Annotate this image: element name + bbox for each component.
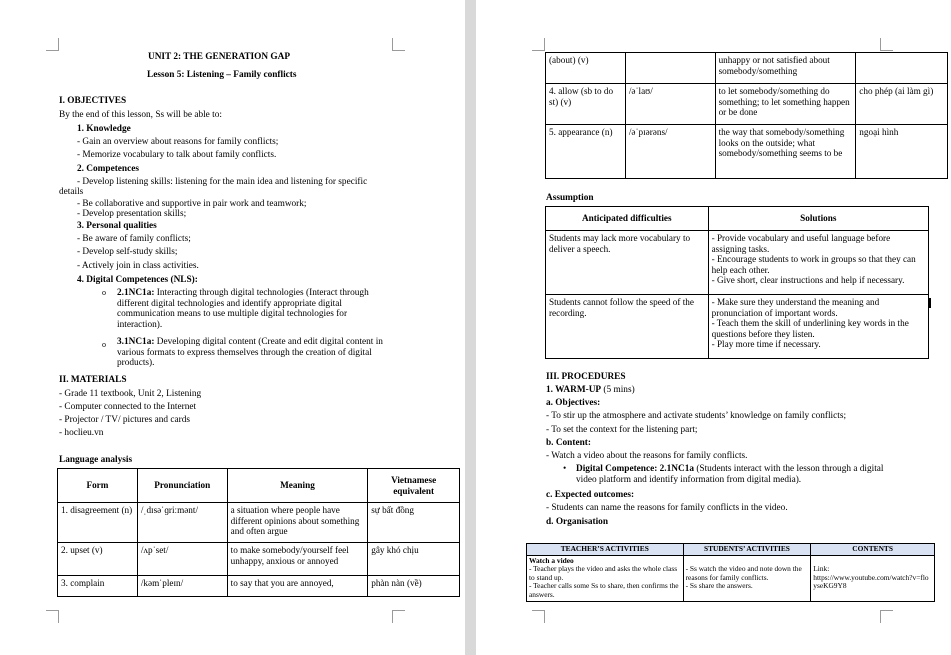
table-cell: to make somebody/yourself feel unhappy, anxious or annoyed (227, 543, 368, 576)
content-label: b. Content: (546, 438, 591, 448)
table-cell: to say that you are annoyed, (227, 576, 368, 597)
crop-mark-top-left (532, 38, 545, 51)
table-cell: gây khó chịu (368, 543, 460, 576)
solution-item: - Play more time if necessary. (711, 339, 821, 349)
table-cell: 5. appearance (n) (546, 125, 626, 179)
page-gutter (465, 0, 476, 655)
video-link[interactable]: https://www.youtube.com/watch?v=floyseKG9Y8 (813, 572, 929, 591)
materials-heading: II. MATERIALS (59, 375, 127, 385)
table-row (546, 53, 948, 84)
table-row (546, 84, 948, 125)
table-header-row (58, 469, 460, 503)
unit-title: UNIT 2: THE GENERATION GAP (148, 52, 291, 62)
teacher-activity: - Teacher calls some Ss to share, then confirms the answers. (529, 581, 679, 599)
crop-mark-bottom-right (392, 610, 405, 623)
solution-item: - Teach them the skill of underlining key words in the questions before they listen. (711, 318, 909, 339)
table-cell: /əˈpɪərəns/ (625, 125, 715, 179)
solutions-cell (708, 295, 928, 359)
column-header: Solutions (708, 207, 928, 231)
table-cell: 1. disagreement (n) (58, 503, 138, 543)
student-activities-cell (683, 555, 811, 601)
personal-qualities-heading: 3. Personal qualities (77, 221, 157, 231)
vertical-scroll-marker[interactable] (928, 298, 931, 308)
table-cell: ngoại hình (856, 125, 948, 179)
digital-bullet-icon: o (102, 340, 106, 349)
table-cell (856, 53, 948, 84)
table-cell: 2. upset (v) (58, 543, 138, 576)
materials-item: - hoclieu.vn (59, 428, 104, 438)
document-page-right (476, 0, 951, 655)
table-row (58, 543, 460, 576)
teacher-activities-cell (527, 555, 684, 601)
expected-outcomes-text: - Students can name the reasons for family conflicts in the video. (546, 503, 788, 513)
digital-bullet-icon: o (102, 288, 106, 297)
knowledge-heading: 1. Knowledge (77, 124, 131, 134)
digital-competence-text: Developing digital content (Create and edit digital content in various formats to express themselves through the creation of digital products). (117, 337, 383, 369)
column-header: Pronunciation (137, 469, 227, 503)
table-row (527, 555, 935, 601)
assumption-heading: Assumption (546, 193, 594, 203)
competences-item-continued: details (59, 187, 84, 197)
knowledge-item: - Memorize vocabulary to talk about family conflicts. (77, 150, 277, 160)
table-cell: the way that somebody/something looks on the outside; what somebody/something seems to be (715, 125, 856, 179)
table-cell: sự bất đồng (368, 503, 460, 543)
assumption-table (545, 206, 929, 359)
table-cell: (about) (v) (546, 53, 626, 84)
crop-mark-top-left (46, 38, 59, 51)
table-cell: /ˌdɪsəˈɡriːmənt/ (137, 503, 227, 543)
table-cell: a situation where people have different opinions about something and often argue (227, 503, 368, 543)
crop-mark-bottom-left (532, 610, 545, 623)
organisation-label: d. Organisation (546, 517, 608, 527)
personal-quality-item: - Be aware of family conflicts; (77, 234, 191, 244)
column-header: Anticipated difficulties (546, 207, 709, 231)
content-text: - Watch a video about the reasons for family conflicts. (546, 451, 748, 461)
language-analysis-heading: Language analysis (59, 455, 133, 465)
objective-item: - To stir up the atmosphere and activate students’ knowledge on family conflicts; (546, 411, 847, 421)
materials-item: - Grade 11 textbook, Unit 2, Listening (59, 389, 202, 399)
table-cell: unhappy or not satisfied about somebody/something (715, 53, 856, 84)
digital-competence-item (117, 288, 389, 330)
procedures-heading: III. PROCEDURES (546, 372, 626, 382)
table-cell: cho phép (ai làm gì) (856, 84, 948, 125)
solutions-cell (708, 231, 928, 295)
table-cell: 3. complain (58, 576, 138, 597)
objectives-label: a. Objectives: (546, 398, 601, 408)
table-row (546, 125, 948, 179)
student-activity: - Ss share the answers. (685, 581, 753, 591)
table-row (58, 576, 460, 597)
digital-competence-text: Interacting through digital technologies (Interact through different digital technologies and identify appropriate digital communication means to use multiple digital technologies for interaction). (117, 288, 369, 330)
crop-mark-top-right (392, 38, 405, 51)
table-cell: /əˈlaʊ/ (625, 84, 715, 125)
solution-item: - Give short, clear instructions and help if necessary. (711, 275, 905, 285)
solution-item: - Make sure they understand the meaning and pronunciation of important words. (711, 297, 880, 318)
table-row (546, 295, 929, 359)
column-header: Vietnamese equivalent (368, 469, 460, 503)
activity-title: Watch a video (529, 555, 574, 565)
column-header: CONTENTS (811, 544, 935, 556)
objectives-intro: By the end of this lesson, Ss will be able to: (59, 110, 222, 120)
competences-heading: 2. Competences (77, 164, 139, 174)
digital-competence-code: 3.1NC1a: (117, 337, 155, 347)
personal-quality-item: - Develop self-study skills; (77, 247, 178, 257)
expected-outcomes-label: c. Expected outcomes: (546, 490, 635, 500)
table-row (58, 503, 460, 543)
table-cell: 4. allow (sb to do st) (v) (546, 84, 626, 125)
warmup-heading-line (546, 385, 635, 396)
warmup-heading: 1. WARM-UP (546, 385, 602, 395)
vocabulary-table-continued (545, 52, 948, 179)
document-page-left (0, 0, 465, 655)
table-cell: /ʌpˈset/ (137, 543, 227, 576)
table-header-row (527, 544, 935, 556)
digital-competence-label: Digital Competence: 2.1NC1a (576, 464, 694, 474)
digital-competence-item (117, 337, 395, 369)
column-header: Form (58, 469, 138, 503)
digital-competence-description: (Students interact with the lesson through a digital video platform and identify information from digital media). (576, 464, 884, 485)
digital-competence-bullet-icon: • (563, 464, 567, 474)
competences-item: - Be collaborative and supportive in pair work and teamwork; (77, 199, 307, 209)
warmup-time: (5 mins) (601, 385, 635, 395)
table-cell: /kəmˈpleɪn/ (137, 576, 227, 597)
digital-competence-note (576, 464, 886, 486)
table-cell: to let somebody/something do something; to let something happen or be done (715, 84, 856, 125)
student-activity: - Ss watch the video and note down the reasons for family conflicts. (685, 564, 802, 582)
materials-item: - Projector / TV/ pictures and cards (59, 415, 190, 425)
table-cell: phàn nàn (về) (368, 576, 460, 597)
crop-mark-bottom-left (46, 610, 59, 623)
knowledge-item: - Gain an overview about reasons for family conflicts; (77, 137, 279, 147)
contents-cell (811, 555, 935, 601)
crop-mark-bottom-right (880, 610, 893, 623)
table-cell (625, 53, 715, 84)
column-header: STUDENTS’ ACTIVITIES (683, 544, 811, 556)
activities-table (526, 543, 935, 602)
difficulty-cell: Students may lack more vocabulary to deliver a speech. (546, 231, 709, 295)
digital-competence-code: 2.1NC1a: (117, 288, 155, 298)
teacher-activity: - Teacher plays the video and asks the whole class to stand up. (529, 564, 678, 582)
difficulty-cell: Students cannot follow the speed of the recording. (546, 295, 709, 359)
column-header: Meaning (227, 469, 368, 503)
lesson-title: Lesson 5: Listening – Family conflicts (147, 70, 297, 80)
table-row (546, 231, 929, 295)
digital-competences-heading: 4. Digital Competences (NLS): (77, 275, 198, 285)
crop-mark-top-right (880, 38, 893, 51)
competences-item: - Develop presentation skills; (77, 209, 187, 219)
solution-item: - Encourage students to work in groups so that they can help each other. (711, 254, 916, 275)
objectives-heading: I. OBJECTIVES (59, 96, 127, 106)
solution-item: - Provide vocabulary and useful language before assigning tasks. (711, 233, 891, 254)
vocabulary-table (57, 468, 460, 597)
column-header: TEACHER’S ACTIVITIES (527, 544, 684, 556)
materials-item: - Computer connected to the Internet (59, 402, 197, 412)
personal-quality-item: - Actively join in class activities. (77, 261, 199, 271)
competences-item: - Develop listening skills: listening for the main idea and listening for specific (77, 177, 368, 187)
contents-label: Link: (813, 564, 830, 574)
objective-item: - To set the context for the listening part; (546, 425, 698, 435)
table-header-row (546, 207, 929, 231)
